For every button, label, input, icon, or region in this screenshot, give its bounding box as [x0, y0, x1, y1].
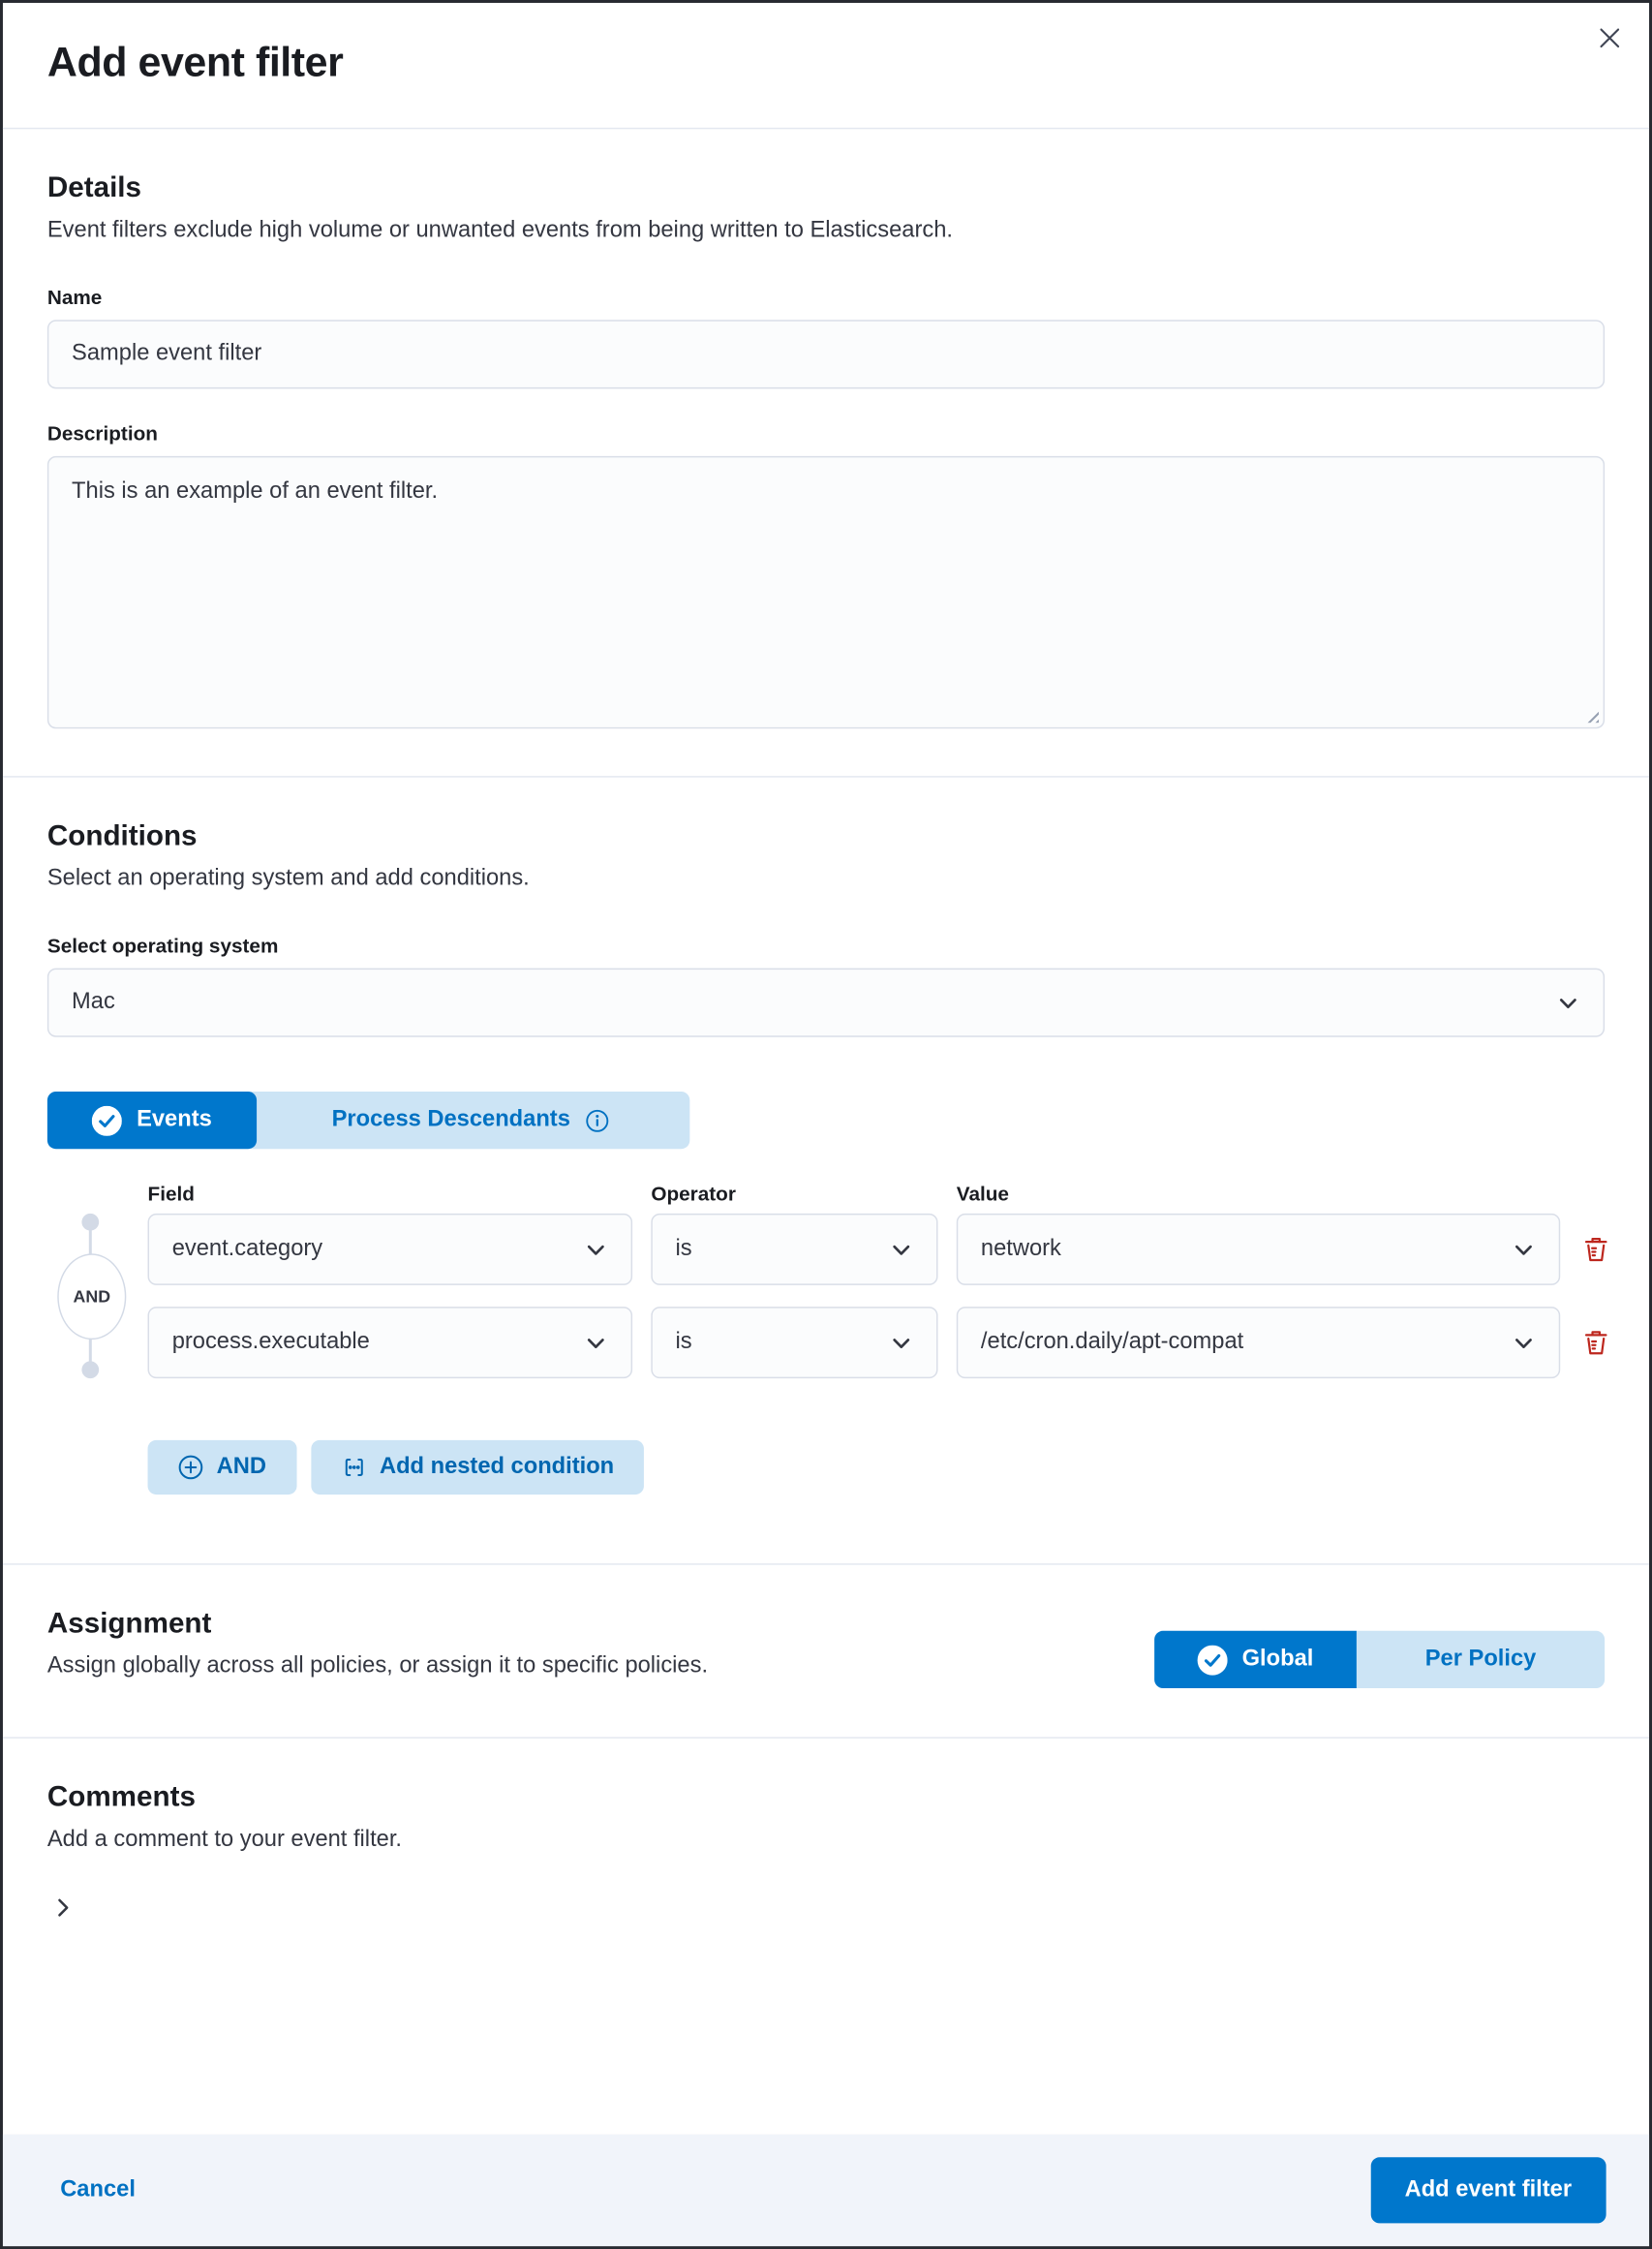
- delete-condition-button[interactable]: [1578, 1214, 1613, 1285]
- condition-column-headers: [47, 1182, 1605, 1205]
- close-icon: [1596, 23, 1623, 50]
- cancel-button[interactable]: Cancel: [60, 2177, 136, 2203]
- modal-body: [3, 129, 1649, 2134]
- toggle-global-label: Global: [1241, 1647, 1314, 1672]
- value-select[interactable]: [957, 1307, 1560, 1378]
- add-event-filter-button[interactable]: Add event filter: [1370, 2157, 1606, 2223]
- condition-row: [148, 1307, 1606, 1378]
- condition-row: [148, 1214, 1606, 1285]
- section-divider: [3, 1737, 1649, 1738]
- operator-column-header: Operator: [651, 1182, 736, 1205]
- operator-select[interactable]: [651, 1214, 937, 1285]
- toggle-global[interactable]: [1154, 1631, 1357, 1688]
- chevron-down-icon: [889, 1331, 913, 1355]
- chevron-down-icon: [584, 1331, 608, 1355]
- chevron-down-icon: [1512, 1331, 1536, 1355]
- os-select-value: Mac: [72, 989, 115, 1014]
- trash-icon: [1581, 1328, 1610, 1357]
- chevron-down-icon: [1556, 991, 1580, 1015]
- assignment-heading: Assignment: [46, 1608, 212, 1640]
- chevron-right-icon: [51, 1896, 75, 1920]
- nested-condition-icon: [341, 1455, 367, 1481]
- details-subtitle: Event filters exclude high volume or unwanted events from being written to Elasticsearch.: [46, 218, 953, 243]
- os-select-label: Select operating system: [46, 934, 279, 957]
- tab-events[interactable]: [47, 1092, 257, 1149]
- and-connector-badge: AND: [57, 1253, 126, 1340]
- value-column-header: Value: [956, 1182, 1009, 1205]
- operator-select-value: is: [675, 1236, 692, 1261]
- add-nested-label: Add nested condition: [379, 1454, 615, 1479]
- conditions-tabs: [47, 1092, 1605, 1149]
- details-heading: Details: [46, 171, 142, 204]
- trash-icon: [1581, 1235, 1610, 1264]
- check-icon: [92, 1105, 122, 1135]
- assignment-section: [47, 1608, 1605, 1679]
- field-column-header: Field: [147, 1182, 195, 1205]
- operator-select[interactable]: [651, 1307, 937, 1378]
- toggle-per-policy-label: Per Policy: [1424, 1647, 1537, 1672]
- comments-expand-button[interactable]: [47, 1892, 79, 1924]
- plus-circle-icon: [178, 1455, 204, 1481]
- os-select[interactable]: [47, 969, 1605, 1037]
- field-select-value: event.category: [171, 1236, 323, 1261]
- value-select-value: network: [980, 1236, 1061, 1261]
- modal-footer: [3, 2135, 1649, 2247]
- comments-heading: Comments: [46, 1781, 196, 1813]
- description-label: Description: [46, 421, 158, 446]
- modal-header: [3, 3, 1649, 129]
- value-select-value: /etc/cron.daily/apt-compat: [980, 1329, 1244, 1354]
- comments-subtitle: Add a comment to your event filter.: [46, 1827, 402, 1852]
- tab-events-label: Events: [137, 1107, 212, 1132]
- chevron-down-icon: [1512, 1237, 1536, 1261]
- chevron-down-icon: [584, 1237, 608, 1261]
- info-icon: [585, 1108, 609, 1132]
- connector-dot: [81, 1361, 99, 1378]
- name-input[interactable]: [47, 320, 1605, 388]
- field-select-value: process.executable: [171, 1329, 370, 1354]
- operator-select-value: is: [675, 1329, 692, 1354]
- condition-rows: [47, 1214, 1605, 1378]
- tab-process-descendants-label: Process Descendants: [331, 1107, 570, 1132]
- connector-dot: [81, 1214, 99, 1231]
- description-textarea[interactable]: [47, 456, 1605, 728]
- chevron-down-icon: [889, 1237, 913, 1261]
- conditions-subtitle: Select an operating system and add conditions.: [46, 866, 530, 891]
- modal-title: Add event filter: [46, 40, 344, 86]
- condition-buttons: [148, 1440, 1606, 1494]
- name-label: Name: [46, 285, 103, 309]
- check-icon: [1198, 1645, 1228, 1675]
- conditions-heading: Conditions: [46, 820, 198, 852]
- field-select[interactable]: [148, 1214, 633, 1285]
- value-select[interactable]: [957, 1214, 1560, 1285]
- add-and-condition-button[interactable]: [148, 1440, 297, 1494]
- add-and-label: AND: [216, 1454, 266, 1479]
- description-field-wrap: [47, 456, 1605, 728]
- delete-condition-button[interactable]: [1578, 1307, 1613, 1378]
- toggle-per-policy[interactable]: [1357, 1631, 1605, 1688]
- assignment-subtitle: Assign globally across all policies, or assign it to specific policies.: [46, 1653, 709, 1679]
- close-button[interactable]: [1587, 15, 1630, 58]
- assignment-toggle-group: [1154, 1631, 1605, 1688]
- tab-process-descendants[interactable]: [251, 1092, 689, 1149]
- section-divider: [3, 776, 1649, 777]
- section-divider: [3, 1563, 1649, 1564]
- add-nested-condition-button[interactable]: [311, 1440, 644, 1494]
- field-select[interactable]: [148, 1307, 633, 1378]
